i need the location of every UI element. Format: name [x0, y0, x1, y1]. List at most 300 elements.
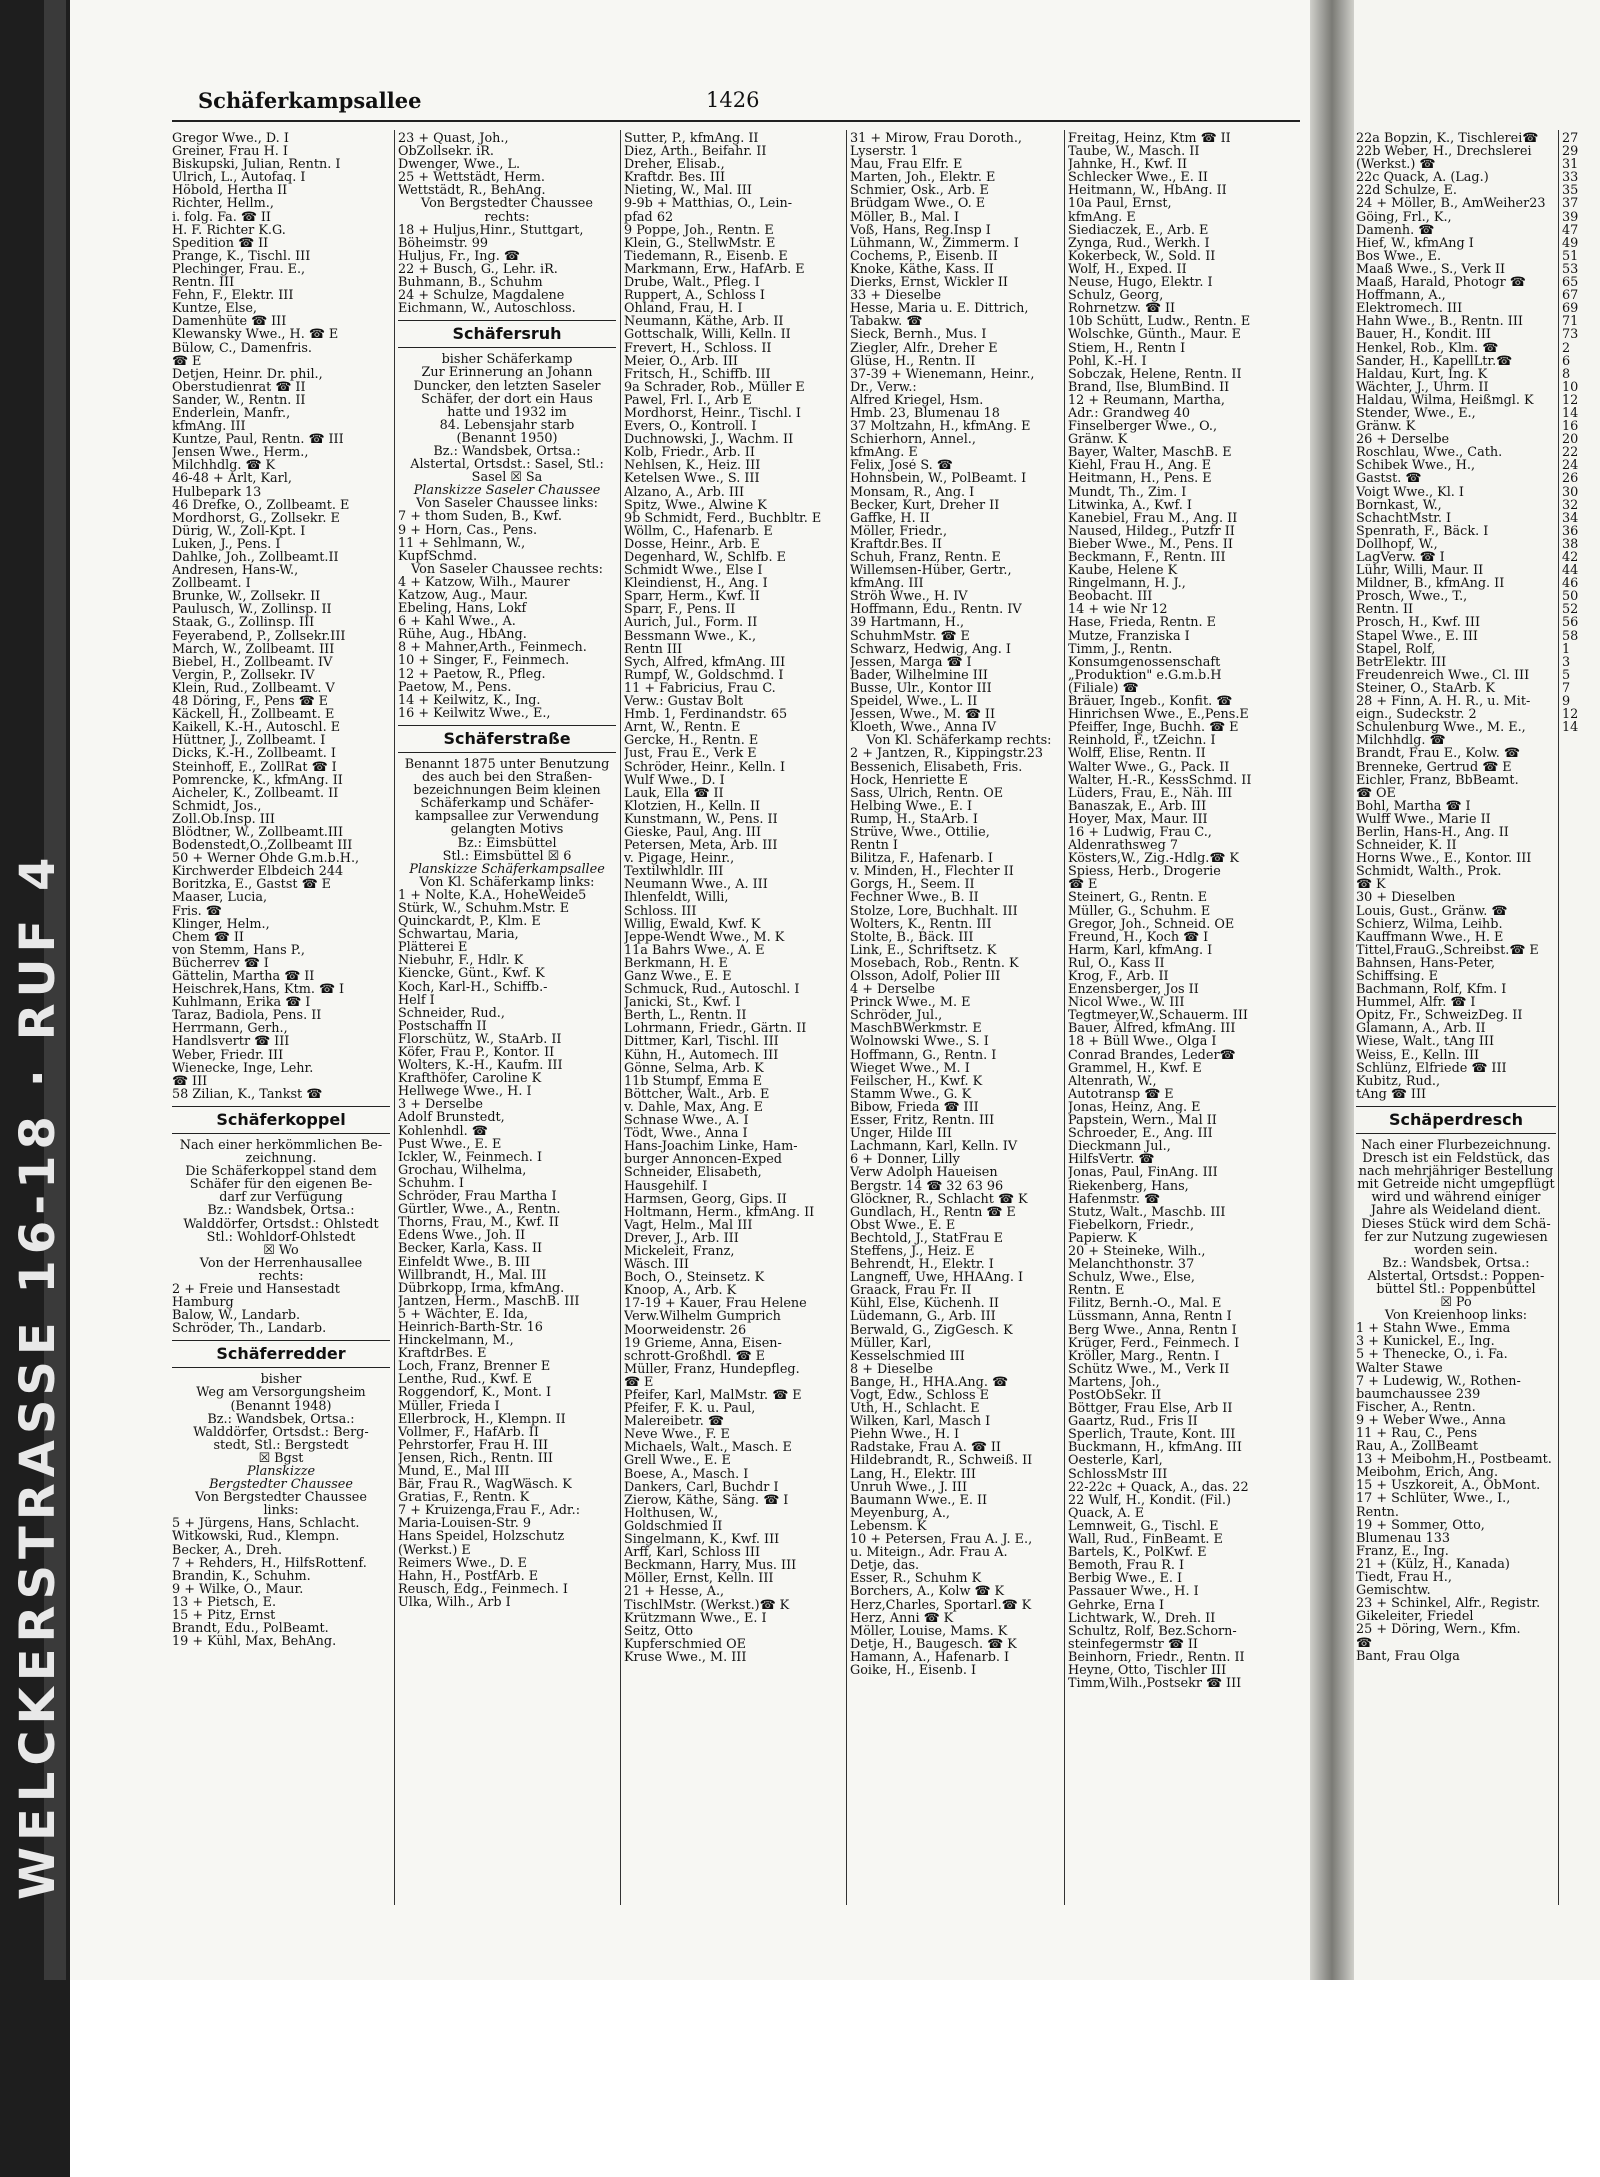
street-note: Stl.: Wohldorf-Ohlstedt	[206, 1230, 356, 1244]
directory-entry: Greiner, Frau H. I	[172, 145, 288, 159]
directory-entry: Weiss, E., Kelln. III	[1356, 1048, 1480, 1062]
street-note: Jahre als Weideland dient.	[1370, 1204, 1542, 1218]
directory-entry: Krog, F., Arb. II	[1068, 970, 1169, 984]
directory-entry: 22a Bopzin, K., Tischlerei☎	[1356, 132, 1539, 146]
street-note: Bz.: Eimsbüttel	[457, 836, 557, 850]
directory-entry: Einfeldt Wwe., B. III	[398, 1255, 531, 1269]
directory-entry: 19 Grieme, Anna, Eisen-	[624, 1336, 782, 1350]
directory-entry: Strüve, Wwe., Ottilie,	[850, 825, 990, 840]
directory-entry: 56	[1562, 616, 1579, 630]
directory-entry: ☎ E	[624, 1375, 654, 1389]
directory-entry: 37 Moltzahn, H., kfmAng. E	[850, 420, 1031, 434]
directory-entry: Herz, Anni ☎ K	[850, 1611, 954, 1625]
directory-entry: Boritzka, E., Gastst ☎ E	[172, 878, 331, 892]
directory-entry: Hamann, A., Hafenarb. I	[850, 1650, 1010, 1664]
directory-entry: kfmAng. III	[850, 577, 924, 591]
directory-entry: Sparr, Herm., Kwf. II	[624, 590, 760, 604]
directory-entry: 14	[1562, 721, 1579, 735]
directory-entry: 11 + Sehlmann, W.,	[398, 536, 526, 550]
directory-entry: Jensen Wwe., Herm.,	[172, 446, 309, 460]
directory-entry: Melanchthonstr. 37	[1068, 1258, 1195, 1272]
directory-entry: (Filiale) ☎	[1068, 681, 1139, 696]
directory-entry: 53	[1562, 262, 1579, 277]
street-note: Benannt 1875 unter Benutzung	[404, 757, 610, 772]
directory-entry: Arnt, W., Rentn. E	[624, 721, 741, 735]
directory-entry: 1	[1562, 642, 1571, 656]
directory-entry: Hohnsbein, W., PolBeamt. I	[850, 472, 1027, 486]
directory-entry: Marten, Joh., Elektr. E	[850, 171, 996, 185]
directory-entry: Michaels, Walt., Masch. E	[624, 1441, 792, 1455]
directory-entry: Kiehl, Frau H., Ang. E	[1068, 459, 1212, 473]
directory-entry: Ihlenfeldt, Willi,	[624, 891, 729, 905]
directory-entry: Horns Wwe., E., Kontor. III	[1356, 852, 1532, 866]
directory-entry: 3 + Derselbe	[398, 1098, 483, 1112]
directory-entry: Mundt, Th., Zim. I	[1068, 485, 1187, 499]
directory-entry: Meibohm, Erich, Ang.	[1356, 1466, 1499, 1480]
directory-entry: Gönne, Selma, Arb. K	[624, 1061, 764, 1075]
directory-entry: 9 Poppe, Joh., Rentn. E	[624, 223, 774, 237]
street-note: Schäfer, der dort ein Haus	[421, 392, 593, 406]
directory-entry: Elektromech. III	[1356, 302, 1463, 316]
directory-entry: Lühr, Willi, Maur. II	[1356, 564, 1484, 578]
directory-entry: 30 + Dieselben	[1356, 891, 1456, 905]
directory-entry: Voß, Hans, Reg.Insp I	[850, 223, 991, 237]
directory-entry: Boch, O., Steinsetz. K	[624, 1271, 765, 1285]
directory-entry: Naused, Hildeg., Putzfr II	[1068, 524, 1235, 538]
directory-entry: 30	[1562, 485, 1579, 499]
directory-entry: Jantzen, Herm., MaschB. III	[398, 1294, 580, 1308]
directory-entry: Schneider, Elisabeth,	[624, 1166, 762, 1180]
street-note: Walddörfer, Ortsdst.: Berg-	[193, 1425, 369, 1439]
directory-entry: 9	[1562, 695, 1571, 709]
directory-entry: 2	[1562, 341, 1571, 355]
directory-entry: Spiess, Herb., Drogerie	[1068, 865, 1221, 879]
directory-entry: 22-22c + Quack, A., das. 22	[1068, 1480, 1249, 1494]
directory-entry: Bahnsen, Hans-Peter,	[1356, 956, 1496, 970]
right-page-edge-numbers	[1562, 132, 1600, 1902]
directory-entry: Link, E., Schriftsetz. K	[850, 943, 997, 957]
directory-entry: Lebensm. K	[850, 1519, 927, 1534]
directory-entry: Steinhoff, E., ZollRat ☎ I	[172, 760, 337, 774]
street-note: Von Saseler Chaussee links:	[416, 497, 598, 511]
directory-entry: Pawel, Frl. I., Arb E	[624, 393, 752, 407]
directory-entry: Gastst. ☎	[1356, 472, 1422, 486]
street-note: Stl.: Eimsbüttel ☒ 6	[442, 849, 572, 863]
directory-entry: Brandin, K., Schuhm.	[172, 1569, 311, 1583]
directory-entry: 71	[1562, 315, 1579, 329]
directory-entry: Bant, Frau Olga	[1356, 1649, 1460, 1663]
directory-entry: 22	[1562, 446, 1579, 460]
directory-entry: 20	[1562, 433, 1579, 447]
directory-entry: Dicks, K.-H., Zollbeamt. I	[172, 747, 336, 761]
directory-entry: Schmidt, Jos.,	[172, 799, 262, 813]
directory-entry: Spenrath, F., Bäck. I	[1356, 524, 1489, 538]
directory-entry: Hahn Wwe., B., Rentn. III	[1356, 315, 1523, 329]
directory-entry: MaschBWerkmstr. E	[850, 1022, 982, 1036]
directory-entry: 10 + Singer, F., Feinmech.	[398, 654, 570, 668]
directory-entry: BetrElektr. III	[1356, 655, 1447, 669]
directory-entry: Roggendorf, K., Mont. I	[398, 1386, 552, 1400]
directory-entry: Wiese, Walt., tAng III	[1356, 1035, 1495, 1049]
directory-entry: Jeppe-Wendt Wwe., M. K	[624, 930, 785, 944]
directory-entry: (Werkst.) E	[398, 1543, 471, 1557]
directory-entry: Enderlein, Manfr.,	[172, 406, 291, 421]
directory-entry: 42	[1562, 551, 1579, 565]
directory-entry: Knoke, Käthe, Kass. II	[850, 262, 994, 277]
directory-entry: Kokerbeck, W., Sold. II	[1068, 249, 1216, 263]
directory-entry: Gundlach, H., Rentn ☎ E	[850, 1205, 1016, 1219]
directory-entry: 52	[1562, 603, 1579, 617]
directory-entry: Katzow, Aug., Maur.	[398, 589, 528, 603]
directory-entry: Milchhdlg. ☎ K	[172, 459, 276, 473]
directory-entry: 4 + Derselbe	[850, 983, 935, 997]
directory-entry: Rühe, Aug., HbAng.	[398, 628, 527, 642]
directory-entry: Piehn Wwe., H. I	[850, 1428, 960, 1442]
directory-entry: Walter Wwe., G., Pack. II	[1068, 760, 1230, 774]
directory-entry: Aurich, Jul., Form. II	[624, 616, 758, 630]
directory-entry: Gorgs, H., Seem. II	[850, 878, 975, 892]
directory-entry: Sass, Ulrich, Rentn. OE	[850, 786, 1004, 800]
directory-entry: Mickeleit, Franz,	[624, 1244, 735, 1259]
directory-entry: 23 + Quast, Joh.,	[398, 132, 509, 146]
directory-entry: Reimers Wwe., D. E	[398, 1556, 527, 1570]
directory-entry: Pust Wwe., E. E	[398, 1137, 502, 1151]
directory-entry: Papierw. K	[1068, 1231, 1137, 1245]
directory-entry: Meyenburg, A.,	[850, 1506, 950, 1520]
directory-entry: Holtmann, Herm., kfmAng. II	[624, 1205, 815, 1219]
directory-entry: Duchnowski, J., Wachm. II	[624, 433, 794, 447]
spine-text: WELCKERSTRASSE 16-18 · RUF 4	[10, 851, 66, 1900]
directory-entry: HilfsVertr. ☎	[1068, 1153, 1155, 1167]
directory-entry: 9a Schrader, Rob., Müller E	[624, 380, 805, 394]
directory-entry: 10a Paul, Ernst,	[1068, 197, 1172, 211]
directory-entry: Paetow, M., Pens.	[398, 680, 512, 694]
directory-entry: Bartels, K., PolKwf. E	[1068, 1546, 1207, 1560]
directory-entry: Papstein, Wern., Mal II	[1068, 1114, 1217, 1128]
directory-entry: Lüders, Frau, E., Näh. III	[1068, 786, 1233, 800]
directory-entry: Jessen, Wwe., M. ☎ II	[850, 708, 996, 722]
directory-entry: Behrendt, H., Elektr. I	[850, 1258, 994, 1272]
directory-entry: Zierow, Käthe, Säng. ☎ I	[624, 1493, 789, 1507]
directory-entry: Stutz, Walt., Maschb. III	[1068, 1205, 1226, 1219]
directory-entry: Balow, W., Landarb.	[172, 1309, 301, 1323]
directory-entry: Vogt, Edw., Schloss E	[850, 1389, 989, 1403]
directory-entry: Meier, O., Arb. III	[624, 354, 738, 368]
directory-entry: Finselberger Wwe., O.,	[1068, 420, 1218, 434]
directory-entry: Goike, H., Eisenb. I	[850, 1663, 977, 1678]
directory-entry: Princk Wwe., M. E	[850, 996, 971, 1010]
directory-entry: Wulff Wwe., Marie II	[1356, 812, 1491, 826]
directory-entry: Sperlich, Traute, Kont. III	[1068, 1428, 1236, 1442]
page-gutter	[1310, 0, 1354, 1980]
right-page-column	[1356, 132, 1556, 1902]
directory-entry: Sander, W., Rentn. II	[172, 393, 306, 407]
directory-entry: Gättelin, Martha ☎ II	[172, 970, 315, 984]
directory-entry: Wienecke, Inge, Lehr.	[172, 1061, 314, 1075]
directory-entry: Pohl, K.-H. I	[1068, 354, 1147, 368]
directory-entry: Mildner, B., kfmAng. II	[1356, 577, 1505, 591]
directory-entry: Feilscher, H., Kwf. K	[850, 1074, 983, 1088]
directory-entry: Quinckardt, P., Klm. E	[398, 915, 541, 929]
directory-entry: Brenneke, Gertrud ☎ E	[1356, 760, 1512, 774]
directory-entry: Kaube, Helene K	[1068, 564, 1178, 578]
street-note: Von Bergstedter Chaussee	[195, 1491, 367, 1505]
directory-entry: Schmier, Osk., Arb. E	[850, 184, 989, 198]
directory-entry: 26	[1562, 472, 1579, 486]
directory-entry: Jahnke, H., Kwf. II	[1068, 158, 1188, 172]
directory-entry: Schwartau, Maria,	[398, 928, 519, 942]
street-heading: Schäferkoppel	[172, 1106, 390, 1134]
street-note: bisher	[260, 1373, 302, 1387]
directory-entry: Riekenberg, Hans,	[1068, 1179, 1189, 1193]
directory-entry: Dankers, Carl, Buchdr I	[624, 1480, 779, 1494]
directory-entry: Harmsen, Georg, Gips. II	[624, 1192, 787, 1206]
directory-entry: 12 + Paetow, R., Pfleg.	[398, 667, 546, 681]
directory-entry: Reusch, Edg., Feinmech. I	[398, 1582, 568, 1596]
street-note: Walddörfer, Ortsdst.: Ohlstedt	[183, 1217, 379, 1231]
directory-entry: Freudenreich Wwe., Cl. III	[1356, 668, 1530, 682]
directory-entry: Schlecker Wwe., E. II	[1068, 171, 1208, 185]
street-note: Planskizze Saseler Chaussee	[413, 484, 601, 498]
directory-entry: 31 + Mirow, Frau Doroth.,	[850, 132, 1022, 146]
directory-entry: Sych, Alfred, kfmAng. III	[624, 655, 786, 669]
directory-entry: TischlMstr. (Werkst.)☎ K	[624, 1598, 790, 1612]
directory-entry: Kösters,W., Zig.-Hdlg.☎ K	[1068, 852, 1239, 866]
directory-entry: ☎ OE	[1356, 786, 1396, 800]
directory-entry: SchuhmMstr. ☎ E	[850, 629, 970, 643]
directory-entry: 49	[1562, 236, 1579, 250]
directory-entry: Käckell, H., Zollbeamt. E	[172, 708, 335, 722]
directory-entry: Kuntze, Paul, Rentn. ☎ III	[172, 433, 344, 447]
directory-entry: Müller, Franz, Hundepfleg.	[624, 1362, 800, 1376]
street-note: Planskizze Schäferkampsallee	[409, 862, 605, 876]
directory-entry: Schuh, Franz, Rentn. E	[850, 551, 1001, 565]
directory-entry: 65	[1562, 276, 1579, 290]
directory-entry: Beobacht. III	[1068, 590, 1153, 604]
directory-entry: Busse, Ulr., Kontor III	[850, 681, 992, 696]
directory-entry: Kaikell, K.-H., Autoschl. E	[172, 721, 341, 735]
directory-entry: „Produktion" e.G.m.b.H	[1068, 668, 1222, 682]
directory-entry: 69	[1562, 302, 1579, 316]
directory-entry: Pfeifer, F. K. u. Paul,	[624, 1402, 756, 1416]
directory-entry: Prosch, H., Kwf. III	[1356, 616, 1481, 630]
directory-entry: Paulusch, W., Zollinsp. II	[172, 603, 332, 617]
directory-entry: 31	[1562, 158, 1579, 172]
directory-entry: Herrmann, Gerh.,	[172, 1022, 288, 1036]
street-note: Von der Herrenhausallee	[199, 1256, 363, 1270]
directory-entry: Zynga, Rud., Werkh. I	[1068, 236, 1210, 250]
directory-entry: 22b Weber, H., Drechslerei	[1356, 145, 1532, 159]
directory-entry: Dreher, Elisab.,	[624, 158, 725, 172]
directory-entry: Lenthe, Rud., Kwf. E	[398, 1373, 532, 1387]
directory-entry: ☎ III	[172, 1074, 208, 1088]
street-note: (Benannt 1950)	[456, 431, 558, 445]
directory-entry: 44	[1562, 564, 1579, 578]
directory-entry: SchachtMstr. I	[1356, 511, 1452, 525]
directory-entry: Hinrichsen Wwe., E.,Pens.E	[1068, 708, 1249, 722]
directory-entry: i. folg. Fa. ☎ II	[172, 210, 271, 224]
directory-entry: Brunke, W., Zollsekr. II	[172, 590, 321, 604]
scan-background	[70, 1980, 1600, 2177]
column-divider	[1064, 130, 1065, 1905]
directory-entry: 21 + Hesse, A.,	[624, 1585, 725, 1599]
directory-entry: Maaser, Lucia,	[172, 891, 268, 905]
directory-column-3	[624, 132, 842, 1902]
directory-entry: Krützmann Wwe., E. I	[624, 1611, 767, 1625]
directory-entry: Bessenich, Elisabeth, Fris.	[850, 760, 1023, 774]
page-number: 1426	[706, 88, 760, 112]
directory-entry: Olsson, Adolf, Polier III	[850, 970, 1001, 984]
directory-entry: Glüse, H., Rentn. II	[850, 354, 976, 368]
directory-entry: 50	[1562, 590, 1579, 604]
directory-entry: Gikeleiter, Friedel	[1356, 1610, 1474, 1624]
directory-entry: 37	[1562, 197, 1579, 211]
directory-entry: Filitz, Bernh.-O., Mal. E	[1068, 1297, 1222, 1311]
directory-entry: Ulrich, L., Autofaq. I	[172, 171, 306, 185]
street-note: Von Kl. Schäferkamp links:	[419, 875, 595, 889]
directory-entry: Maaß, Harald, Photogr ☎	[1356, 276, 1526, 290]
directory-entry: Müller, G., Schuhm. E	[1068, 904, 1211, 918]
directory-entry: Wilken, Karl, Masch I	[850, 1415, 991, 1429]
directory-entry: H. F. Richter K.G.	[172, 223, 286, 237]
directory-entry: Tittel,FrauG.,Schreibst.☎ E	[1356, 943, 1539, 957]
directory-entry: Spedition ☎ II	[172, 236, 269, 250]
directory-entry: 25 + Döring, Wern., Kfm.	[1356, 1623, 1521, 1637]
directory-entry: Gregor, Joh., Schneid. OE	[1068, 917, 1235, 931]
directory-entry: Knoop, A., Arb. K	[624, 1284, 737, 1298]
directory-entry: Hafenmstr. ☎	[1068, 1192, 1160, 1206]
directory-entry: 13 + Meibohm,H., Postbeamt.	[1356, 1453, 1552, 1467]
directory-entry: Kohlenhdl. ☎	[398, 1124, 488, 1138]
street-note: Schäfer für den eigenen Be-	[189, 1178, 373, 1192]
directory-entry: Bos Wwe., E.	[1356, 249, 1442, 263]
directory-entry: Berkmann, H. E	[624, 956, 728, 970]
directory-entry: Dürig, W., Zoll-Kpt. I	[172, 524, 306, 538]
directory-entry: 24 + Schulze, Magdalene	[398, 289, 565, 303]
directory-entry: Bibow, Frieda ☎ III	[850, 1100, 979, 1115]
directory-entry: LagVerw. ☎ I	[1356, 551, 1445, 565]
directory-entry: Opitz, Fr., SchweizDeg. II	[1356, 1009, 1523, 1023]
directory-entry: Spitz, Wwe., Alwine K	[624, 498, 767, 512]
directory-entry: 17-19 + Kauer, Frau Helene	[624, 1297, 807, 1311]
directory-entry: 58 Zilian, K., Tankst ☎	[172, 1087, 323, 1101]
directory-entry: Zollbeamt. I	[172, 577, 251, 591]
directory-entry: 46 Drefke, O., Zollbeamt. E	[172, 498, 350, 512]
directory-entry: Adr.: Grandweg 40	[1068, 406, 1191, 421]
directory-entry: Berlin, Hans-H., Ang. II	[1356, 825, 1509, 840]
directory-entry: Wolnowski Wwe., S. I	[850, 1035, 989, 1049]
directory-entry: 6 + Kahl Wwe., A.	[398, 615, 516, 629]
directory-entry: ObZollsekr. iR.	[398, 145, 495, 159]
directory-entry: 19 + Sommer, Otto,	[1356, 1518, 1485, 1532]
directory-entry: 33	[1562, 171, 1579, 185]
directory-entry: Lichtwark, W., Dreh. II	[1068, 1611, 1216, 1625]
directory-entry: Hoffmann, Edu., Rentn. IV	[850, 603, 1022, 617]
directory-entry: Witkowski, Rud., Klempn.	[172, 1530, 340, 1544]
directory-entry: Markmann, Erw., HafArb. E	[624, 262, 805, 277]
directory-entry: Möller, Louise, Mams. K	[850, 1624, 1008, 1638]
street-note: des auch bei den Straßen-	[421, 771, 593, 785]
directory-entry: Beckmann, F., Rentn. III	[1068, 551, 1226, 565]
directory-entry: Dollhopf, W.,	[1356, 537, 1438, 551]
directory-entry: Hahn, H., PostfArb. E	[398, 1569, 539, 1583]
directory-entry: Prange, K., Tischl. III	[172, 249, 311, 263]
directory-entry: Tiedt, Frau H.,	[1356, 1571, 1452, 1585]
directory-entry: Klinger, Helm.,	[172, 917, 270, 931]
directory-entry: Schröder, Frau Martha I	[398, 1190, 557, 1204]
directory-entry: Berwald, G., ZigGesch. K	[850, 1323, 1013, 1337]
street-note: Von Kl. Schäferkamp rechts:	[866, 734, 1052, 748]
directory-entry: Gürtler, Wwe., A., Rentn.	[398, 1203, 561, 1217]
directory-entry: Rentn I	[850, 839, 898, 853]
directory-entry: Esser, Fritz, Rentn. III	[850, 1114, 995, 1128]
directory-entry: Hmb. 23, Blumenau 18	[850, 406, 1000, 421]
street-note: Bz.: Wandsbek, Ortsa.:	[207, 1204, 355, 1218]
directory-entry: ☎	[1356, 1636, 1372, 1650]
directory-entry: steinfegermstr ☎ II	[1068, 1637, 1198, 1651]
directory-entry: Schibek Wwe., H.,	[1356, 459, 1476, 473]
directory-entry: kfmAng. E	[1068, 210, 1136, 224]
directory-entry: Heitmann, W., HbAng. II	[1068, 184, 1227, 198]
directory-entry: Bieber Wwe., M., Pens. II	[1068, 537, 1233, 551]
directory-entry: 14	[1562, 406, 1579, 421]
directory-entry: 3 + Kunickel, E., Ing.	[1356, 1335, 1495, 1349]
directory-entry: Schuhm. I	[398, 1176, 464, 1191]
directory-entry: Böttger, Frau Else, Arb II	[1068, 1402, 1233, 1416]
directory-entry: Fechner Wwe., B. II	[850, 891, 979, 905]
directory-entry: 3	[1562, 655, 1571, 669]
directory-entry: Wieget Wwe., M. I	[850, 1061, 970, 1075]
directory-entry: Ströh Wwe., H. IV	[850, 590, 968, 604]
directory-entry: Rentn III	[624, 642, 683, 656]
directory-entry: Alzano, A., Arb. III	[624, 485, 745, 499]
directory-entry: Taube, W., Masch. II	[1068, 145, 1200, 159]
directory-entry: 7 + Rehders, H., HilfsRottenf.	[172, 1556, 367, 1570]
directory-entry: Kanebiel, Frau M., Ang. II	[1068, 511, 1238, 525]
directory-entry: ☎ K	[1356, 878, 1386, 892]
directory-entry: Haldau, Wilma, Heißmgl. K	[1356, 393, 1534, 407]
directory-entry: Fritsch, H., Schiffb. III	[624, 367, 771, 381]
directory-entry: Bange, H., HHA.Ang. ☎	[850, 1375, 1008, 1389]
directory-entry: Dierks, Ernst, Wickler II	[850, 276, 1008, 290]
directory-entry: u. Miteign., Adr. Frau A.	[850, 1546, 1008, 1560]
directory-entry: Kleindienst, H., Ang. I	[624, 577, 768, 591]
directory-entry: Ohland, Frau, H. I	[624, 302, 743, 316]
directory-entry: 5	[1562, 668, 1571, 682]
directory-entry: 12	[1562, 708, 1579, 722]
directory-entry: Drever, J., Arb. III	[624, 1231, 739, 1245]
directory-entry: Oberstudienrat ☎ II	[172, 380, 306, 394]
directory-entry: Evers, O., Kontroll. I	[624, 420, 757, 434]
directory-entry: Bachmann, Rolf, Kfm. I	[1356, 983, 1507, 997]
directory-entry: Voigt Wwe., Kl. I	[1356, 485, 1464, 499]
directory-entry: Höbold, Hertha II	[172, 184, 288, 198]
directory-entry: Hans Speidel, Holzschutz	[398, 1530, 565, 1544]
directory-entry: Schröder, Heinr., Kelln. I	[624, 760, 785, 774]
directory-entry: Harm, Karl, kfmAng. I	[1068, 943, 1213, 957]
directory-entry: Ruppert, A., Schloss I	[624, 289, 765, 303]
directory-entry: Maria-Louisen-Str. 9	[398, 1517, 532, 1531]
directory-entry: Gratias, F., Rentn. K	[398, 1491, 530, 1505]
directory-entry: Dr., Verw.:	[850, 380, 917, 394]
directory-entry: 9 + Weber Wwe., Anna	[1356, 1413, 1506, 1427]
directory-entry: Brüdgam Wwe., O. E	[850, 197, 986, 211]
directory-entry: Textilwhldlr. III	[624, 865, 724, 879]
directory-entry: Bauer, H., Kondit. III	[1356, 328, 1491, 342]
directory-entry: Lühmann, W., Zimmerm. I	[850, 236, 1019, 250]
directory-entry: Mordhorst, Heinr., Tischl. I	[624, 406, 801, 421]
directory-entry: Bülow, C., Damenfris.	[172, 341, 312, 355]
